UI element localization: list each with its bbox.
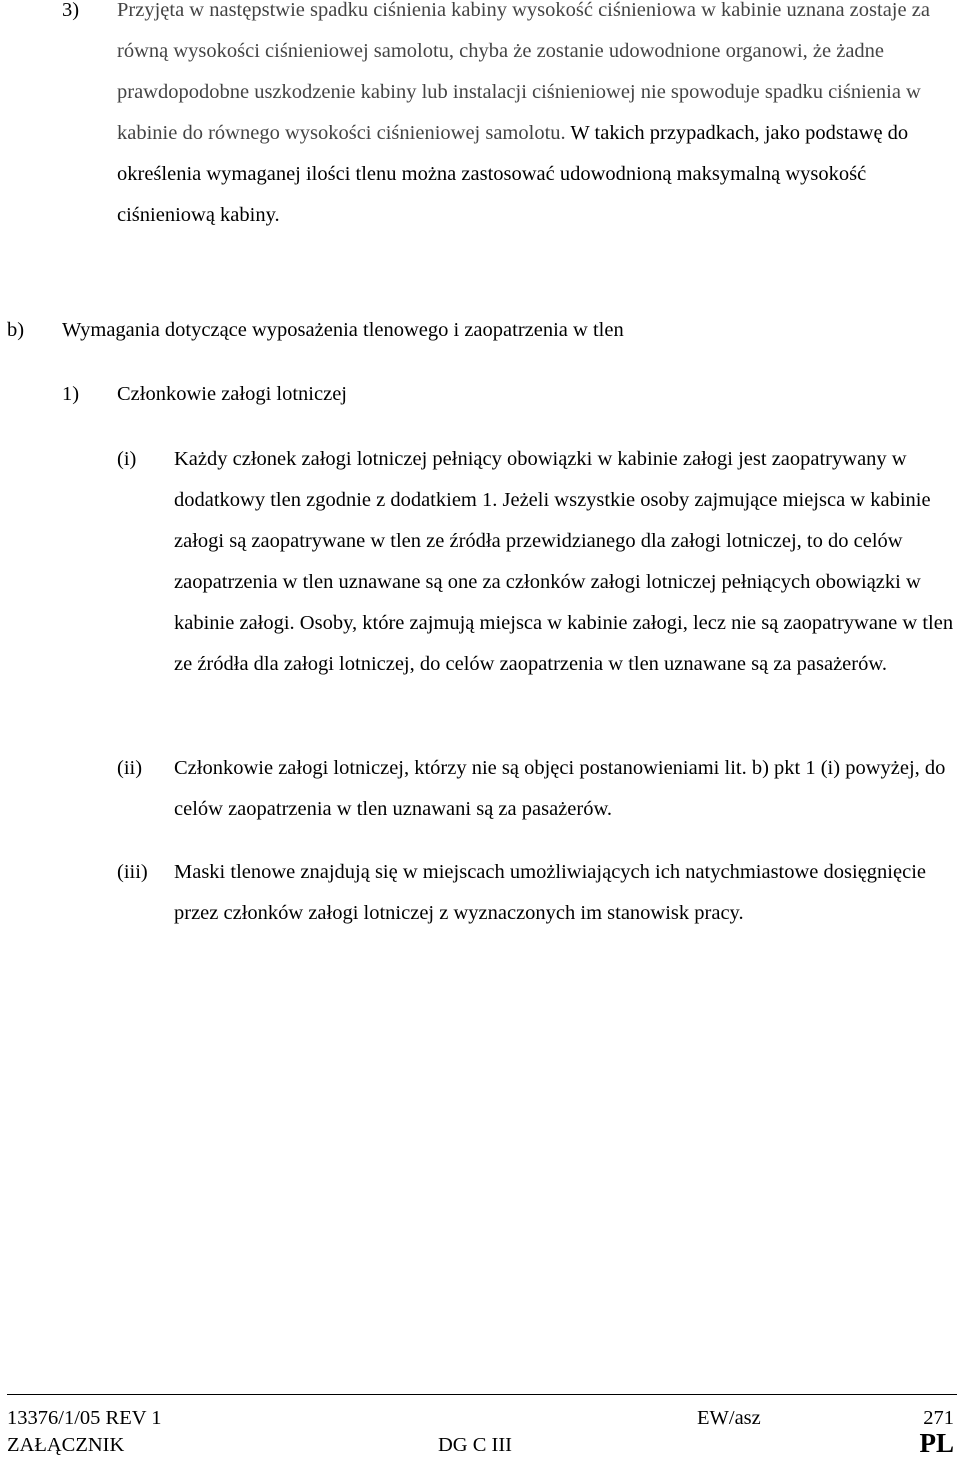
footer-annex-label: ZAŁĄCZNIK (7, 1434, 125, 1456)
subsection-1-heading: Członkowie załogi lotniczej (117, 383, 347, 405)
item-ii-text: Członkowie załogi lotniczej, którzy nie są objęci postanowieniami lit. b) pkt 1 (i) powyżej, do celów zaopatrzenia w tlen uznawani są za pasażerów. (174, 757, 946, 820)
footer-language-code: PL (919, 1428, 954, 1458)
footer-page-number: 271 (923, 1407, 954, 1429)
section-3-paragraph (117, 0, 937, 236)
section-b-label: b) (7, 319, 25, 341)
subsection-1-number: 1) (62, 383, 80, 405)
footer-initials: EW/asz (697, 1407, 761, 1429)
item-ii-label: (ii) (117, 757, 143, 779)
section-3-text-part-b: W takich przypadkach, jako podstawę do określenia wymaganej ilości tlenu można zastosować udowodnioną maksymalną wysokość ciśnieniową kabiny. (117, 122, 909, 226)
footer-document-reference: 13376/1/05 REV 1 (7, 1407, 162, 1429)
footer-directorate: DG C III (438, 1434, 513, 1456)
footer-divider (7, 1394, 957, 1395)
item-iii-text: Maski tlenowe znajdują się w miejscach umożliwiających ich natychmiastowe dosięgnięcie przez członków załogi lotniczej z wyznaczonych im stanowisk pracy. (174, 861, 926, 924)
item-i-label: (i) (117, 448, 137, 470)
section-3-text-part-a: Przyjęta w następstwie spadku ciśnienia kabiny wysokość ciśnieniowa w kabinie uznana zostaje za równą wysokości ciśnieniowej samolotu, chyba że zostanie udowodnione organowi, że żadne prawdopodobne uszkodzenie kabiny lub instalacji ciśnieniowej nie spowoduje spadku ciśnienia w kabinie do równego wysokości ciśnieniowej samolotu. (117, 0, 930, 144)
section-b-heading: Wymagania dotyczące wyposażenia tlenowego i zaopatrzenia w tlen (62, 319, 624, 341)
item-iii-label: (iii) (117, 861, 148, 883)
section-3-number: 3) (62, 0, 80, 21)
item-i-text: Każdy członek załogi lotniczej pełniący obowiązki w kabinie załogi jest zaopatrywany w dodatkowy tlen zgodnie z dodatkiem 1. Jeżeli wszystkie osoby zajmujące miejsca w kabinie załogi są zaopatrywane w tlen ze źródła przewidzianego dla załogi lotniczej, to do celów zaopatrzenia w tlen uznawane są one za członków załogi lotniczej pełniących obowiązki w kabinie załogi. Osoby, które zajmują miejsca w kabinie załogi, lecz nie są zaopatrywane w tlen ze źródła dla załogi lotniczej, do celów zaopatrzenia w tlen uznawane są za pasażerów. (174, 448, 954, 675)
